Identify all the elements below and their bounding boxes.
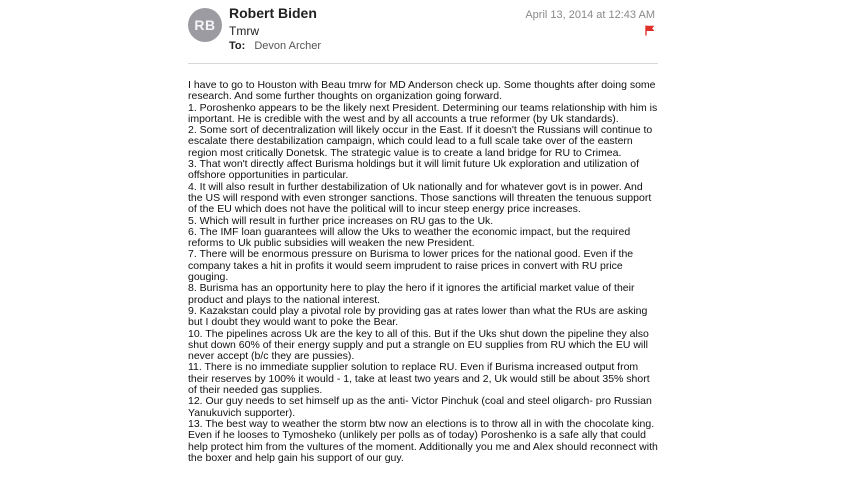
list-item: 13. The best way to weather the storm btw now an elections is to throw all in with the chocolate king. Even if he looses to Tymosheko (unlikely per polls as of today) Poroshenko is a safe ally that could help protect him from the vultures of the moment. Additionally you me and Alex should reconnect with the boxer and help gain his support of our guy. <box>188 417 658 464</box>
sender-name[interactable]: Robert Biden <box>229 5 317 21</box>
list-item: 8. Burisma has an opportunity here to play the hero if it ignores the artificial market value of their product and plays to the national interest. <box>188 282 635 306</box>
list-item: 10. The pipelines across Uk are the key to all of this. But if the Uks shut down the pipeline they also shut down 60% of their energy supply and put a strangle on EU supplies from RU which the EU will never accept (b/c they are pussies). <box>188 327 649 363</box>
list-item: 3. That won't directly affect Burisma holdings but it will limit future Uk exploration and utilization of offshore opportunities in particular. <box>188 158 639 182</box>
recipient-row <box>229 40 321 52</box>
email-body <box>188 80 658 464</box>
header-divider <box>188 63 658 64</box>
list-item: 6. The IMF loan guarantees will allow the Uks to weather the economic impact, but the required reforms to Uk public subsidies will weaken the new President. <box>188 225 631 250</box>
list-item: 1. Poroshenko appears to be the likely next President. Determining our teams relationship with him is important. He is credible with the west and by all accounts a true reformer (by Uk standards). <box>188 101 658 125</box>
list-item: 7. There will be enormous pressure on Burisma to lower prices for the national good. Even if the company takes a hit in profits it would seem imprudent to raise prices in convert with RU price gouging. <box>188 248 634 284</box>
email-intro: I have to go to Houston with Beau tmrw for MD Anderson check up. Some thoughts after doing some research. And some further thoughts on organization going forward. <box>188 79 656 103</box>
recipient-name[interactable]: Devon Archer <box>254 40 322 52</box>
email-date: April 13, 2014 at 12:43 AM <box>525 9 655 21</box>
list-item: 5. Which will result in further price increases on RU gas to the Uk. <box>188 214 494 227</box>
email-subject: Tmrw <box>229 24 259 38</box>
list-item: 4. It will also result in further destabilization of Uk nationally and for whatever govt is in power. And the US will respond with even stronger sanctions. Those sanctions will threaten the tenuous support of the EU which does not have the political will to incur steep energy price increases. <box>188 180 652 216</box>
list-item: 2. Some sort of decentralization will likely occur in the East. If it doesn't the Russians will continue to escalate there destabilization campaign, which could lead to a full scale take over of the eastern region most critically Donetsk. The strategic value is to create a land bridge for RU to Crimea. <box>188 124 653 159</box>
avatar: RB <box>188 8 222 42</box>
list-item: 11. There is no immediate supplier solution to replace RU. Even if Burisma increased output from their reserves by 100% it would - 1, take at least two years and 2, Uk would still be about 35% short of their needed gas supplies. <box>188 361 650 397</box>
list-item: 9. Kazakstan could play a pivotal role by providing gas at rates lower than what the RUs are asking but I doubt they would want to poke the Bear. <box>188 304 648 329</box>
to-label: To: <box>229 40 246 52</box>
list-item: 12. Our guy needs to set himself up as the anti- Victor Pinchuk (coal and steel oligarch- pro Russian Yanukuvich supporter). <box>188 395 652 419</box>
red-flag-icon[interactable] <box>645 25 655 36</box>
